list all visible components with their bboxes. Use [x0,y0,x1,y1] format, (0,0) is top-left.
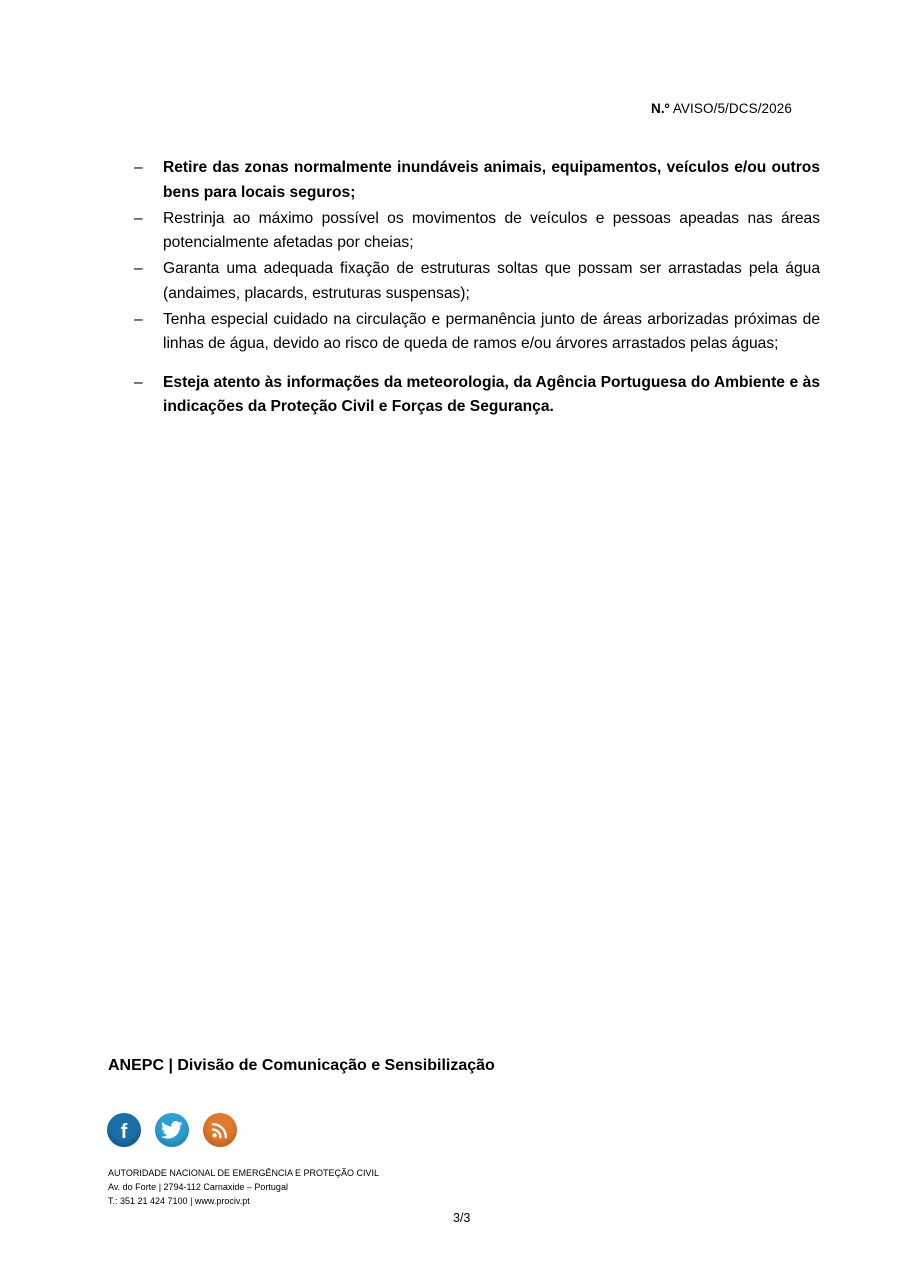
rss-icon[interactable] [203,1113,237,1147]
list-item [134,156,820,205]
document-reference [651,101,792,116]
footer-title: ANEPC | Divisão de Comunicação e Sensibilização [108,1057,495,1074]
list-item [134,308,820,357]
doc-ref-label: N.º [650,101,670,116]
org-name: AUTORIDADE NACIONAL DE EMERGÊNCIA E PROTEÇÃO CIVIL [108,1168,380,1178]
dash-marker: – [134,209,143,227]
page-number: 3/3 [453,1211,471,1225]
twitter-bird-icon [161,1121,183,1139]
dash-marker: – [134,373,143,391]
social-links [107,1113,237,1147]
list-item-text: Retire das zonas normalmente inundáveis animais, equipamentos, veículos e/ou outros bens para locais seguros; [163,159,820,201]
dash-marker: – [134,159,143,176]
dash-marker: – [134,310,143,328]
list-item [134,371,820,420]
list-item-text: Tenha especial cuidado na circulação e permanência junto de áreas arborizadas próximas de linhas de água, devido ao risco de queda de ramos e/ou árvores arrastados pelas águas; [163,310,820,352]
list-item [134,257,820,306]
postal-address: Av. do Forte | 2794-112 Carnaxide – Portugal [108,1182,288,1192]
rss-waves-icon [211,1121,229,1139]
footer-address-block [108,1166,379,1208]
facebook-icon[interactable] [107,1113,141,1147]
list-item-text: Restrinja ao máximo possível os movimentos de veículos e pessoas apeadas nas áreas potencialmente afetadas por cheias; [163,209,820,251]
facebook-glyph: f [120,1121,128,1143]
recommendations-list [134,156,820,421]
doc-ref-value: AVISO/5/DCS/2026 [672,101,792,116]
contact-info: T.: 351 21 424 7100 | www.prociv.pt [108,1196,250,1206]
dash-marker: – [134,260,143,277]
twitter-icon[interactable] [155,1113,189,1147]
list-item [134,207,820,256]
list-item-text: Garanta uma adequada fixação de estruturas soltas que possam ser arrastadas pela água (andaimes, placards, estruturas suspensas); [163,260,820,302]
list-item-text: Esteja atento às informações da meteorologia, da Agência Portuguesa do Ambiente e às indicações da Proteção Civil e Forças de Segurança. [163,373,820,415]
